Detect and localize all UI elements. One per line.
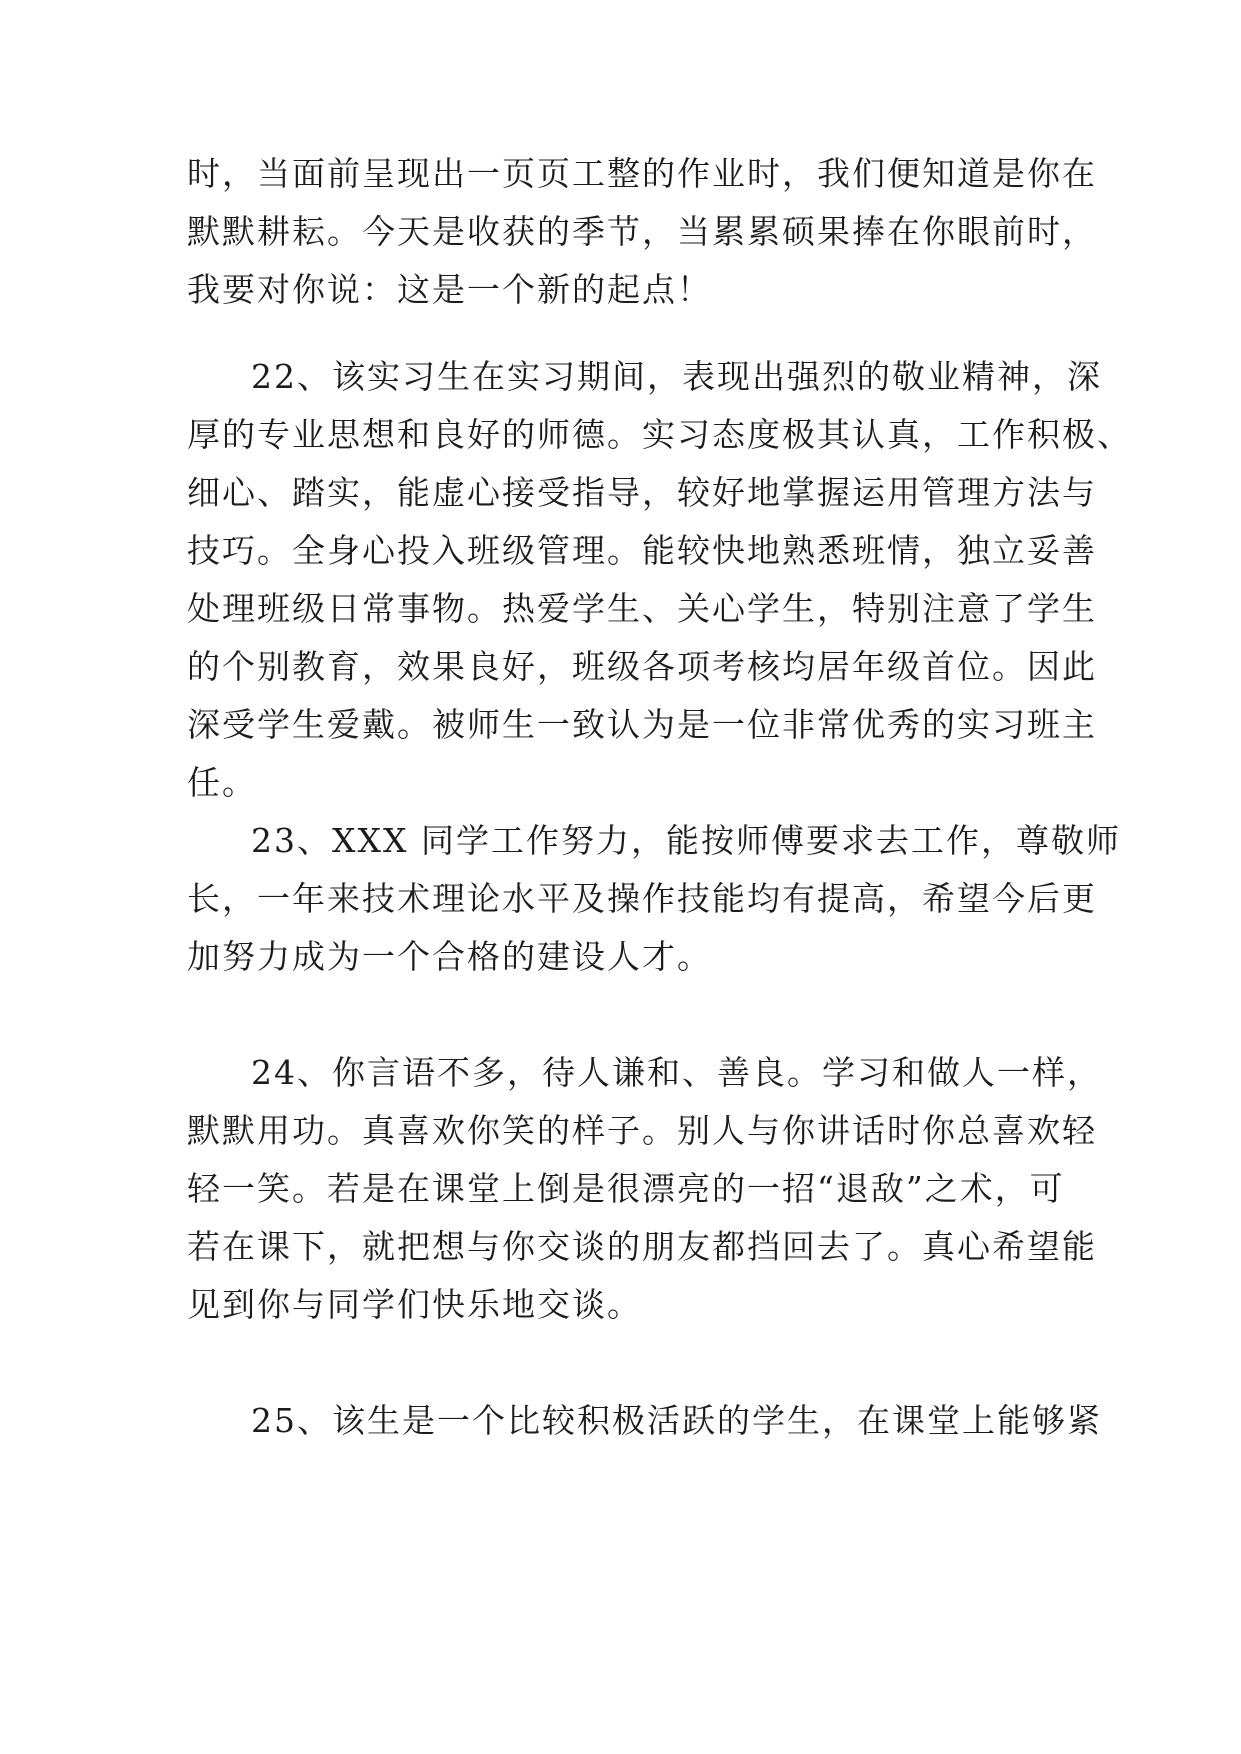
text-line: 处理班级日常事物。热爱学生、关心学生，特别注意了学生 <box>187 589 1097 628</box>
text-line: 长，一年来技术理论水平及操作技能均有提高，希望今后更 <box>187 879 1097 918</box>
paragraph-24 <box>187 1044 1102 1334</box>
text-line: 深受学生爱戴。被师生一致认为是一位非常优秀的实习班主 <box>187 705 1097 744</box>
paragraph-21-continuation <box>187 145 1097 319</box>
text-line: 加努力成为一个合格的建设人才。 <box>187 937 712 976</box>
text-line: 22、该实习生在实习期间，表现出强烈的敬业精神，深 <box>251 357 1102 396</box>
text-line: 25、该生是一个比较积极活跃的学生，在课堂上能够紧 <box>251 1401 1102 1440</box>
text-line: 若在课下，就把想与你交谈的朋友都挡回去了。真心希望能 <box>187 1227 1097 1266</box>
text-line: 时，当面前呈现出一页页工整的作业时，我们便知道是你在 <box>187 154 1097 193</box>
paragraph-23 <box>187 812 1121 986</box>
text-line: 细心、踏实，能虚心接受指导，较好地掌握运用管理方法与 <box>187 473 1097 512</box>
text-line: 的个别教育，效果良好，班级各项考核均居年级首位。因此 <box>187 647 1097 686</box>
text-line: 我要对你说：这是一个新的起点！ <box>187 270 712 309</box>
paragraph-25 <box>187 1392 1102 1450</box>
paragraph-22 <box>187 348 1132 812</box>
text-line: 见到你与同学们快乐地交谈。 <box>187 1285 642 1324</box>
text-line: 任。 <box>187 763 257 802</box>
text-line: 厚的专业思想和良好的师德。实习态度极其认真，工作积极、 <box>187 415 1132 454</box>
text-line: 技巧。全身心投入班级管理。能较快地熟悉班情，独立妥善 <box>187 531 1097 570</box>
text-line: 默默用功。真喜欢你笑的样子。别人与你讲话时你总喜欢轻 <box>187 1111 1097 1150</box>
text-line: 默默耕耘。今天是收获的季节，当累累硕果捧在你眼前时， <box>187 212 1097 251</box>
text-line: 23、XXX 同学工作努力，能按师傅要求去工作，尊敬师 <box>251 821 1121 860</box>
text-line: 轻一笑。若是在课堂上倒是很漂亮的一招“退敌”之术，可 <box>187 1169 1065 1208</box>
text-line: 24、你言语不多，待人谦和、善良。学习和做人一样， <box>251 1053 1102 1092</box>
